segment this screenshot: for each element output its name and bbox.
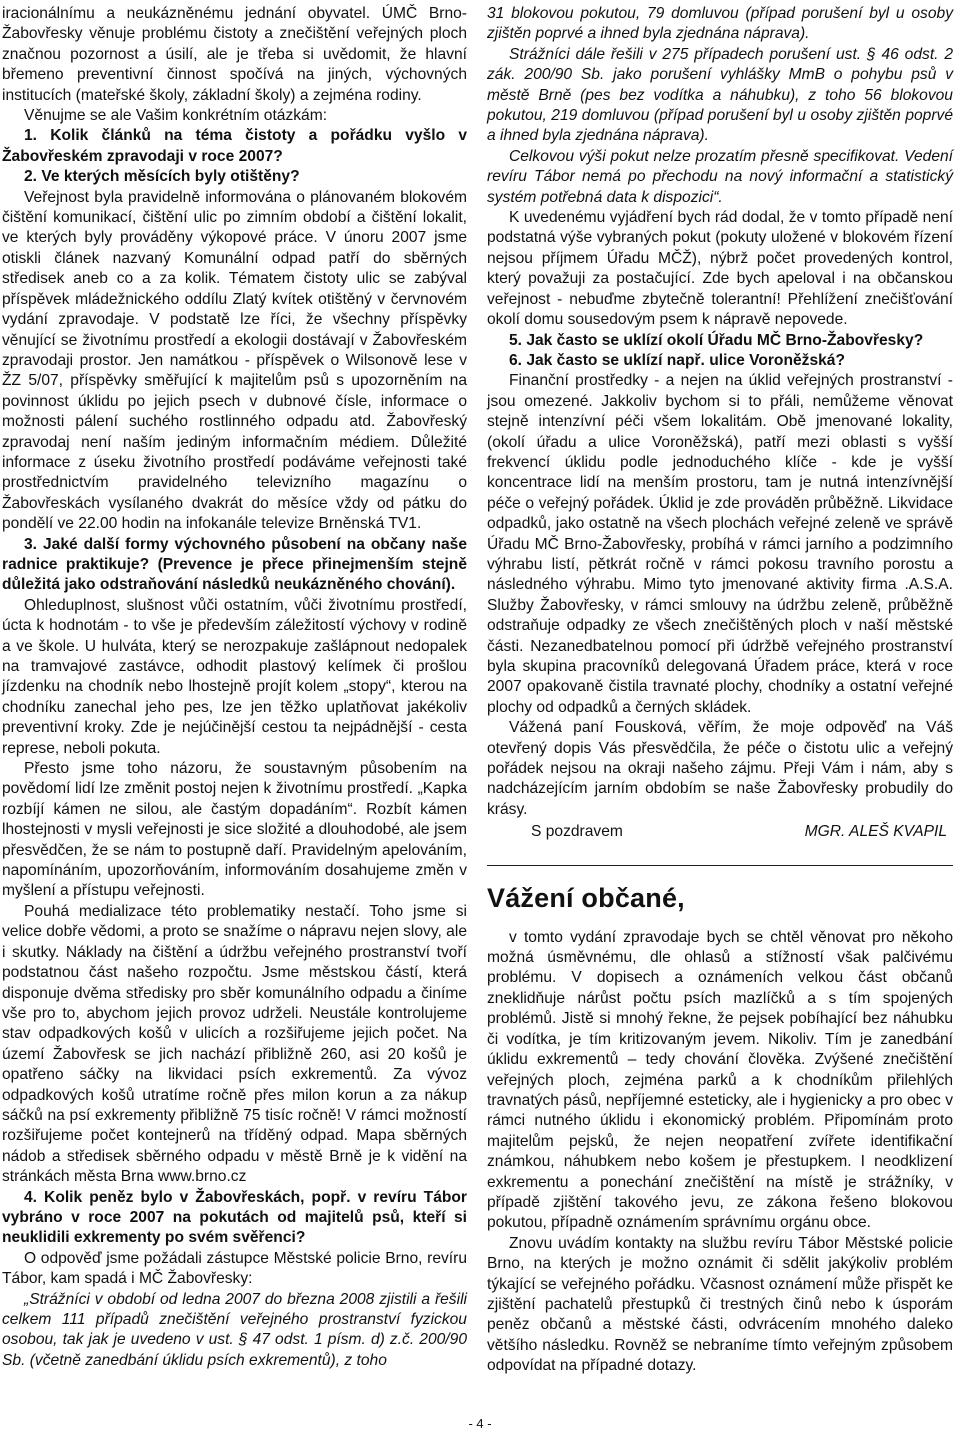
paragraph: Ohleduplnost, slušnost vůči ostatním, vůči životnímu prostředí, úcta k hodnotám - to vše je především záležitostí výchovy v rodině a ve škole. U hulváta, který se nerozpakuje zašlápnout nedopalek na tramvajové zastávce, odhodit plastový kelímek či prošlou jízdenku na chodník nebo lhostejně projít kolem „stopy“, kterou na chodníku zanechal jeho pes, lze jen těžko uplatňovat jakékoliv preventivní kroky. Zde je nejúčinější cestou ta nejpádnější - cesta represe, neboli pokuta.	[2, 596, 467, 757]
paragraph: Strážníci dále řešili v 275 případech porušení ust. § 46 odst. 2 zák. 200/90 Sb. jako porušení vyhlášky MmB o pohybu psů v městě Brně (pes bez vodítka a náhubku), z toho 56 blokovou pokutou, 219 domluvou (případ porušení byl u osoby zjištěn poprvé a ihned byla zjednána náprava).	[487, 45, 953, 145]
paragraph: Pouhá medializace této problematiky nestačí. Toho jsme si velice dobře vědomi, a proto se snažíme o nápravu nejen slovy, ale i skutky. Náklady na čištění a údržbu veřejného prostranství tvoří podstatnou část našeho rozpočtu. Jsme městskou částí, která disponuje dvěma středisky pro sběr komunálního odpadu a činíme vše pro to, abychom jejich provoz udrželi. Neustále kontrolujeme stav odpadkových košů v ulicích a rozšiřujeme jejich počet. Na území Žabovřesk se jich nachází přibližně 260, asi 20 košů je opatřeno sáčky na likvidaci psích exkrementů. Za vývoz odpadkových košů utratíme ročně přes milon korun a za nákup sáčků na psí exkrementy přibližně 75 tisíc ročně! V rámci možností rozšiřujeme počet kontejnerů na tříděný odpad. Mapa sběrných nádob a středisek sběrného odpadu v městě Brně je k vidění na stránkách města Brna www.brno.cz	[2, 902, 467, 1186]
paragraph: Znovu uvádím kontakty na službu revíru Tábor Městské policie Brno, na kterých je možno oznámit či sdělit jakýkoliv problém týkající se veřejného pořádku. Včasnost oznámení může přispět ke zjištění pachatelů přestupků či trestných činů nebo k úsporám peněz občanů a městské části, odvrácením mnohého daleko většího následku. Rovněž se nebraníme tímto veřejným způsobem odpovídat na případné dotazy.	[487, 1234, 953, 1375]
page-number: - 4 -	[468, 1416, 492, 1431]
question-heading: 1. Kolik článků na téma čistoty a pořádku vyšlo v Žabovřeském zpravodaji v roce 2007?	[2, 127, 467, 165]
paragraph: O odpověď jsme požádali zástupce Městské policie Brno, revíru Tábor, kam spadá i MČ Žabovřesky:	[2, 1249, 467, 1288]
signature-block	[487, 822, 953, 842]
paragraph: Vážená paní Fousková, věřím, že moje odpověď na Váš otevřený dopis Vás přesvědčila, že péče o čistotu ulic a veřejný pořádek nejsou na okraji našeho zájmu. Přeji Vám i nám, aby s nadcházejícím jarním obdobím se naše Žabovřesky probudily do krásy.	[487, 719, 953, 818]
letter-reply-body	[487, 4, 953, 820]
paragraph: Celkovou výši pokut nelze prozatím přesně specifikovat. Vedení revíru Tábor nemá po přechodu na nový informační a statistický systém potřebná data k dispozici“.	[487, 147, 953, 206]
right-column	[487, 4, 953, 1377]
paragraph: Věnujme se ale Vašim konkrétním otázkám:	[24, 107, 328, 125]
paragraph: Finanční prostředky - a nejen na úklid veřejných prostranství - jsou omezené. Jakkoliv bychom si to přáli, nemůžeme věnovat stejně intenzívní péči všem lokalitám. Obě jmenované lokality, (okolí úřadu a ulice Voroněžská), patří mezi oblasti s vyšší frekvencí úklidu podle jednoduchého klíče - kde je vyšší koncentrace lidí na menším prostoru, tam je nutná intenzívnější péče o veřejný pořádek. Úklid je zde prováděn průběžně. Likvidace odpadků, jako ostatně na všech plochách veřejné zeleně ve správě Úřadu MČ Brno-Žabovřesky, probíhá v rámci jarního a podzimního výhrabu listí, pětkrát ročně v rámci pokosu travního porostu a následného výhrabu. Mimo tyto jmenované aktivity firma .A.S.A. Služby Žabovřesky, v rámci smlouvy na údržbu zeleně, průběžně odstraňuje odpadky ze všech znečištěných ploch v naší městské části. Nezanedbatelnou pomocí při údržbě veřejného prostranství byla skupina pracovníků delegovaná Úřadem práce, která v roce 2007 opakovaně čistila travnaté plochy, chodníky a ostatní veřejné plochy od odpadků a černých skládek.	[487, 372, 953, 716]
section-divider	[487, 865, 953, 866]
question-heading: 2. Ve kterých měsících byly otištěny?	[24, 168, 300, 186]
paragraph: K uvedenému vyjádření bych rád dodal, že v tomto případě není podstatná výše vybraných pokut (pokuty uložené v blokovém řízení nejsou příjmem Úřadu MČŽ), nýbrž počet provedených kontrol, který považuji za postačující. Zde bych apeloval i na občanskou veřejnost - nebuďme zbytečně tolerantní! Přehlížení znečišťování okolí domu sousedovým psem k nápravě nepovede.	[487, 209, 953, 329]
question-heading: 4. Kolik peněz bylo v Žabovřeskách, popř. v revíru Tábor vybráno v roce 2007 na pokutách od majitelů psů, kteří si neuklidili exkrementy po svém svěřenci?	[2, 1188, 467, 1247]
second-letter-body	[487, 928, 953, 1377]
question-heading: 5. Jak často se uklízí okolí Úřadu MČ Brno-Žabovřesky?	[509, 331, 924, 349]
question-heading: 3. Jaké další formy výchovného působení na občany naše radnice praktikuje? (Prevence je přece přinejmenším stejně důležitá jako odstraňování následků neukázněného chování).	[2, 535, 467, 594]
paragraph: 31 blokovou pokutou, 79 domluvou (případ porušení byl u osoby zjištěn poprvé a ihned byla zjednána náprava).	[487, 5, 953, 43]
paragraph: iracionálnímu a neukázněnému jednání obyvatel. ÚMČ Brno-Žabovřesky věnuje problému čistoty a znečištění veřejných ploch značnou pozornost a úsilí, ale je třeba si uvědomit, že hlavní břemeno preventivní činnost spočívá na jiných, výchovných institucích (mateřské školy, základní školy) a zejména rodiny.	[2, 5, 467, 104]
paragraph: Veřejnost byla pravidelně informována o plánovaném blokovém čištění komunikací, čištění ulic po zimním období a čištění lokalit, ve kterých byly prováděny výkopové práce. V únoru 2007 jsme otiskli článek nazvaný Komunální odpad patří do sběrných středisek aneb co a za kolik. Tématem čistoty ulic se zabýval příspěvek mládežnického oddílu Zlatý kvítek otištěný v červnovém vydání zpravodaje. V podstatě lze říci, že všechny příspěvky věnující se životnímu prostředí a ekologii dostávají v Žabovřeském zpravodaji prostor. Jen namátkou - příspěvek o Wilsonově lese v ŽZ 5/07, příspěvky směřující k majitelům psů s upozorněním na povinnost úklidu po jejich psech v dubnové čísle, informace o možnosti pálení suchého rostlinného odpadu atd. Žabovřeský zpravodaj není naším jediným informačním médiem. Důležité informace z úseku životního prostředí podáváme veřejnosti také prostřednictvím pravidelného televizního magazínu o Žabovřeskách vysílaného dvakrát do měsíce vždy od pátku do pondělí ve 22.00 hodin na infokanále televize Brněnská TV1.	[2, 188, 467, 533]
question-heading: 6. Jak často se uklízí např. ulice Voroněžská?	[509, 351, 845, 369]
paragraph: v tomto vydání zpravodaje bych se chtěl věnovat pro někoho možná úsměvnému, dle ohlasů a stížností však palčivému problému. V dopisech a oznámeních velkou část občanů zneklidňuje nárůst počtu psích mazlíčků a s tím spojených problémů. Jistě si mnohý řekne, že pejsek pobíhající bez náhubku či vodítka, je tím kritizovaným jevem. Nikoliv. Tím je zanedbání úklidu exkrementů – tedy chování člověka. Zvýšené znečištění veřejných ploch, zejména parků a k chodníkům přilehlých travnatých pásů, nepříjemné esteticky, ale i hygienicky a pro obec v rámci nutného úklidu i ekonomický problém. Připomínám proto majitelům pejsků, že nejen neopatření zvířete identifikační známkou, náhubkem nebo košem je přestupkem. I neodklizení exkrementu a ponechání znečištění na místě je strážníky, v případě zjištění takového jevu, ze zákona řešeno blokovou pokutou, případně oznámením správnímu orgánu obce.	[487, 928, 953, 1232]
left-column	[2, 4, 467, 1371]
paragraph: „Strážníci v období od ledna 2007 do března 2008 zjistili a řešili celkem 111 případů znečištění veřejného prostranství fyzickou osobou, tak jak je uvedeno v ust. § 47 odst. 1 písm. d) z.č. 200/90 Sb. (včetně zanedbání úklidu psích exkrementů), z toho	[2, 1290, 467, 1369]
signature-greeting: S pozdravem	[531, 823, 623, 841]
section-heading: Vážení občané,	[487, 882, 685, 913]
signature-name: MGR. ALEŠ KVAPIL	[804, 823, 947, 841]
paragraph: Přesto jsme toho názoru, že soustavným působením na povědomí lidí lze změnit postoj nejen k životnímu prostředí. „Kapka rozbíjí kámen ne silou, ale častým dopadáním“. Rozbít kámen lhostejnosti v mysli veřejnosti je sice složité a dlouhodobé, ale jsem přesvědčen, že se nám to postupně daří. Pravidelným apelováním, napomínáním, upozorňováním, informováním dosahujeme změn v myšlení a přístupu veřejnosti.	[2, 760, 467, 900]
